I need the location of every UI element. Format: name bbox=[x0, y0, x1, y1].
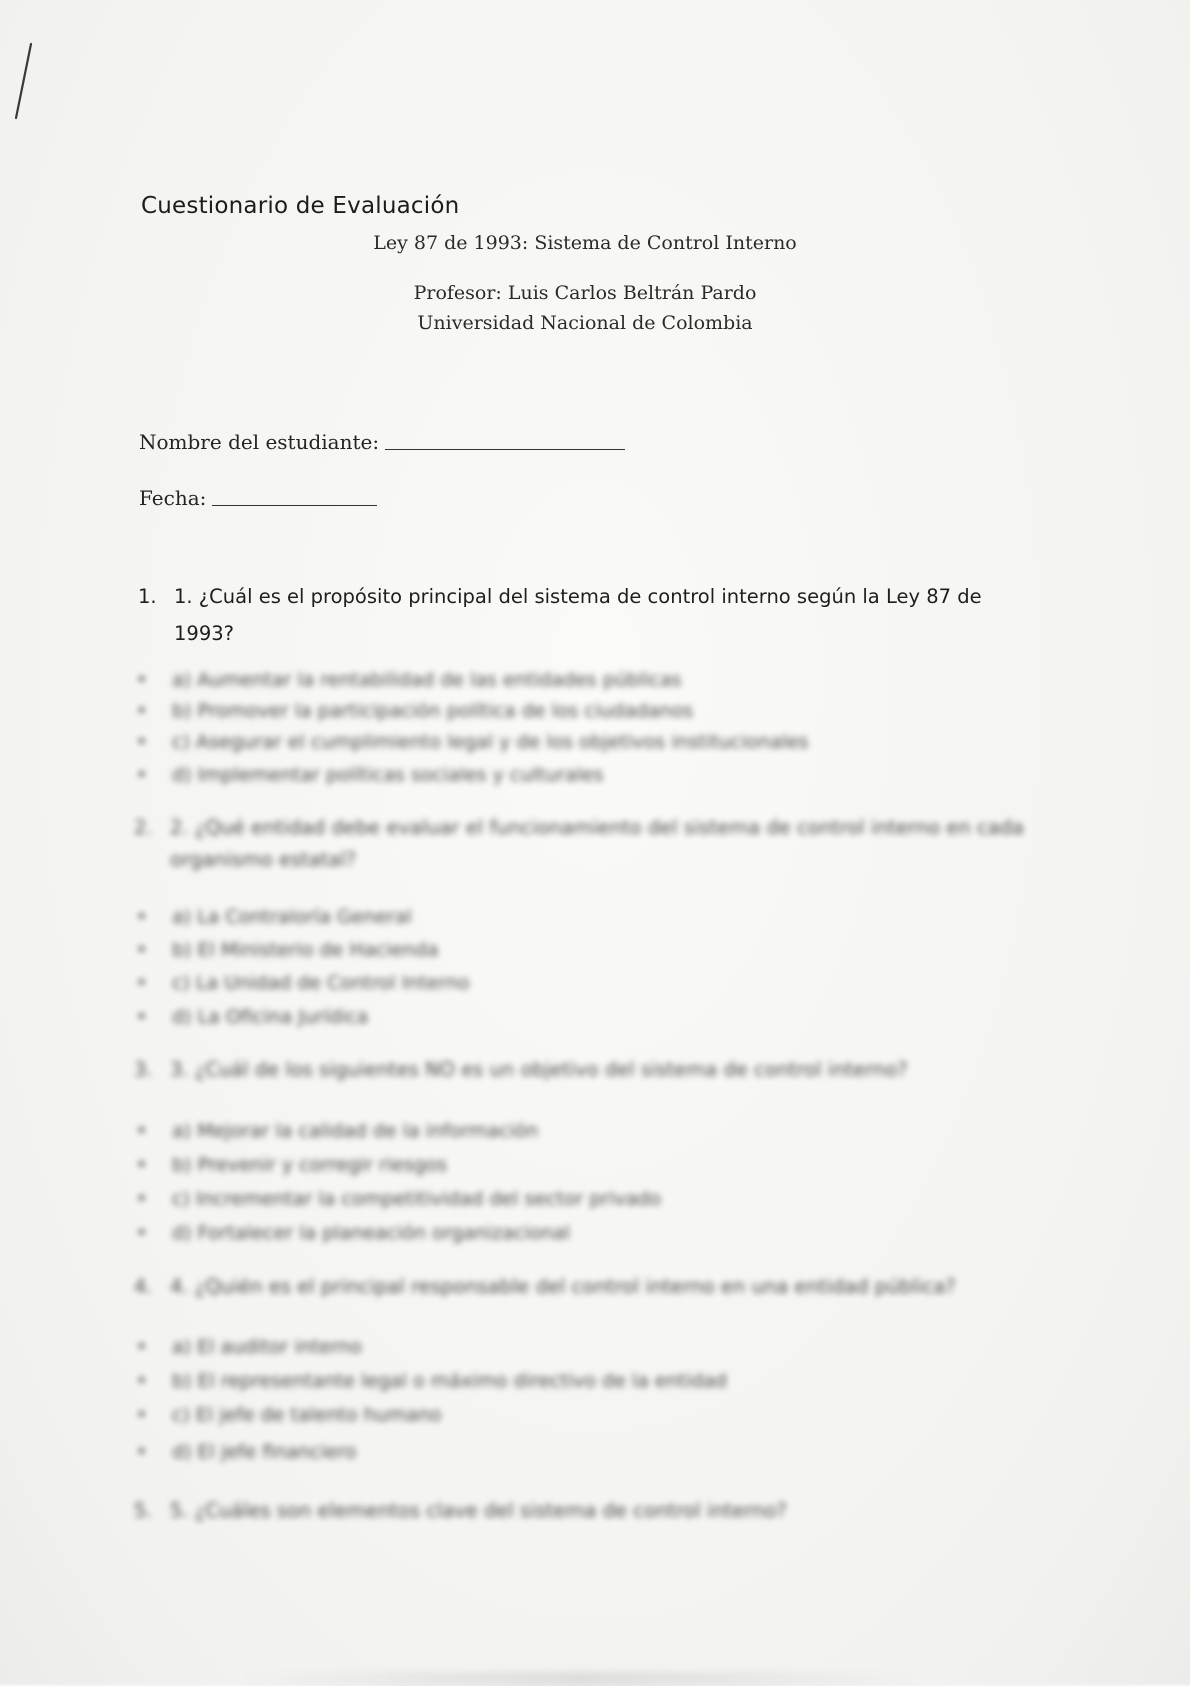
option-text: a) Mejorar la calidad de la información bbox=[172, 1120, 539, 1142]
question-list-number: 2. bbox=[134, 816, 153, 839]
option-item bbox=[136, 669, 681, 691]
question-list-number: 1. bbox=[138, 585, 157, 608]
option-item bbox=[136, 1006, 368, 1028]
option-text: c) Incrementar la competitividad del sector privado bbox=[172, 1188, 662, 1210]
option-text: b) Prevenir y corregir riesgos bbox=[172, 1154, 448, 1176]
option-text: d) La Oficina Jurídica bbox=[172, 1006, 369, 1028]
question-text-line-1: 2. ¿Qué entidad debe evaluar el funcionamiento del sistema de control interno en cada bbox=[170, 816, 1024, 839]
question-text-line-2: organismo estatal? bbox=[170, 848, 357, 871]
option-item bbox=[136, 1120, 538, 1142]
document-subtitle: Ley 87 de 1993: Sistema de Control Interno bbox=[373, 232, 797, 254]
question-text-line-1: 4. ¿Quién es el principal responsable del control interno en una entidad pública? bbox=[170, 1275, 956, 1298]
bullet-icon: • bbox=[136, 1336, 148, 1358]
option-text: d) Fortalecer la planeación organizacional bbox=[172, 1222, 571, 1244]
option-item bbox=[136, 1222, 570, 1244]
date-blank-line[interactable] bbox=[212, 505, 377, 506]
option-text: c) El jefe de talento humano bbox=[172, 1404, 442, 1426]
bullet-icon: • bbox=[136, 1441, 148, 1463]
question-2 bbox=[134, 816, 1024, 871]
question-text-line-1: 1. ¿Cuál es el propósito principal del sistema de control interno según la Ley 87 de bbox=[174, 585, 982, 608]
option-item bbox=[136, 700, 693, 722]
option-item bbox=[136, 731, 809, 753]
bullet-icon: • bbox=[136, 1222, 148, 1244]
question-1 bbox=[138, 578, 998, 658]
option-item bbox=[136, 972, 470, 994]
option-text: d) Implementar políticas sociales y culturales bbox=[172, 764, 604, 786]
question-5 bbox=[134, 1499, 787, 1522]
date-field[interactable] bbox=[139, 486, 377, 510]
question-text-line-2: 1993? bbox=[174, 622, 234, 645]
date-label: Fecha: bbox=[139, 486, 207, 510]
option-item bbox=[136, 1404, 442, 1426]
question-3 bbox=[134, 1058, 908, 1081]
document-title: Cuestionario de Evaluación bbox=[141, 193, 460, 219]
option-item bbox=[136, 939, 439, 961]
option-item bbox=[136, 1188, 661, 1210]
student-name-label: Nombre del estudiante: bbox=[139, 430, 380, 454]
bullet-icon: • bbox=[136, 700, 148, 722]
bullet-icon: • bbox=[136, 764, 148, 786]
student-name-field[interactable] bbox=[139, 430, 625, 454]
option-text: c) Asegurar el cumplimiento legal y de los objetivos institucionales bbox=[172, 731, 809, 753]
question-list-number: 3. bbox=[134, 1058, 153, 1081]
pen-stroke-mark bbox=[0, 0, 60, 130]
bullet-icon: • bbox=[136, 972, 148, 994]
question-list-number: 4. bbox=[134, 1275, 153, 1298]
student-name-blank-line[interactable] bbox=[385, 449, 625, 450]
option-item bbox=[136, 764, 604, 786]
option-text: b) El representante legal o máximo directivo de la entidad bbox=[172, 1370, 727, 1392]
question-text-line-1: 3. ¿Cuál de los siguientes NO es un objetivo del sistema de control interno? bbox=[170, 1058, 908, 1081]
option-text: d) El jefe financiero bbox=[172, 1441, 357, 1463]
option-text: a) La Contraloría General bbox=[172, 906, 412, 928]
option-text: c) La Unidad de Control Interno bbox=[172, 972, 470, 994]
bullet-icon: • bbox=[136, 906, 148, 928]
bullet-icon: • bbox=[136, 1120, 148, 1142]
bullet-icon: • bbox=[136, 939, 148, 961]
professor-line: Profesor: Luis Carlos Beltrán Pardo bbox=[413, 282, 757, 304]
option-item bbox=[136, 1336, 362, 1358]
option-item bbox=[136, 906, 412, 928]
option-item bbox=[136, 1370, 727, 1392]
bullet-icon: • bbox=[136, 1188, 148, 1210]
option-text: a) Aumentar la rentabilidad de las entidades públicas bbox=[172, 669, 682, 691]
bullet-icon: • bbox=[136, 1404, 148, 1426]
bullet-icon: • bbox=[136, 1006, 148, 1028]
question-text-line-1: 5. ¿Cuáles son elementos clave del sistema de control interno? bbox=[170, 1499, 787, 1522]
bullet-icon: • bbox=[136, 731, 148, 753]
option-text: b) El Ministerio de Hacienda bbox=[172, 939, 439, 961]
bullet-icon: • bbox=[136, 1154, 148, 1176]
option-item bbox=[136, 1154, 447, 1176]
question-text bbox=[174, 578, 994, 652]
bullet-icon: • bbox=[136, 1370, 148, 1392]
option-item bbox=[136, 1441, 356, 1463]
question-4 bbox=[134, 1275, 956, 1298]
question-list-number: 5. bbox=[134, 1499, 153, 1522]
bullet-icon: • bbox=[136, 669, 148, 691]
option-text: b) Promover la participación política de los ciudadanos bbox=[172, 700, 694, 722]
university-line: Universidad Nacional de Colombia bbox=[417, 312, 753, 334]
option-text: a) El auditor interno bbox=[172, 1336, 362, 1358]
